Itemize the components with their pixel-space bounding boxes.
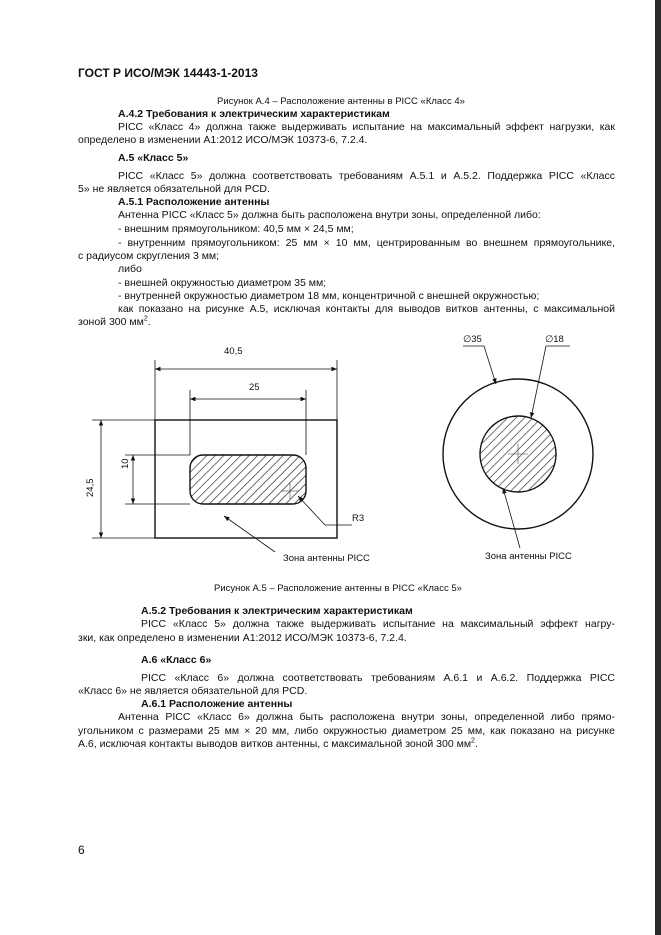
outer-diameter-leader xyxy=(484,346,496,384)
section-a61-line3-end: . xyxy=(474,738,478,750)
section-a6-line1: PICC «Класс 6» должна соответствовать требованиям А.6.1 и А.6.2. Поддержка PICC xyxy=(141,672,615,684)
section-a51-line7: - внутренней окружностью диаметром 18 мм, концентричной с внешней окружностью; xyxy=(118,290,540,302)
section-a61-line3-text: А.6, исключая контакты выводов витков антенны, с максимальной зоной 300 мм xyxy=(78,738,472,750)
radius-label: R3 xyxy=(352,513,365,524)
section-a42-heading: А.4.2 Требования к электрическим характеристикам xyxy=(118,108,390,120)
section-a51-line1: Антенна PICC «Класс 5» должна быть расположена внутри зоны, определенной либо: xyxy=(118,209,541,221)
section-a51-line8: как показано на рисунке А.5, исключая контакты для выводов витков антенны, с максимальной xyxy=(118,303,615,315)
section-a61-line2: угольником с размерами 25 мм × 20 мм, либо окружностью диаметром 25 мм, как показано на рисунке xyxy=(78,725,615,737)
section-a51-line9-sup: 2 xyxy=(143,315,148,323)
page-number: 6 xyxy=(78,843,85,857)
radius-leader xyxy=(298,496,325,525)
section-a5-heading: А.5 «Класс 5» xyxy=(118,152,189,164)
section-a6-heading: А.6 «Класс 6» xyxy=(141,654,212,666)
section-a5-line2: 5» не является обязательной для PCD. xyxy=(78,183,270,195)
section-a52-heading: А.5.2 Требования к электрическим характеристикам xyxy=(141,605,413,617)
circle-zone-leader xyxy=(503,488,520,548)
figure-a5-diagram xyxy=(0,325,655,575)
rect-zone-label: Зона антенны PICC xyxy=(283,553,370,564)
dim-outer-width-label: 40,5 xyxy=(224,346,243,357)
section-a61-line3-sup: 2 xyxy=(471,737,475,745)
section-a6-line2: «Класс 6» не является обязательной для PCD. xyxy=(78,685,308,697)
circle-zone-label: Зона антенны PICC xyxy=(485,551,572,562)
section-a61-heading: А.6.1 Расположение антенны xyxy=(141,698,293,710)
section-a51-line3: - внутренним прямоугольником: 25 мм × 10 мм, центрированным во внешнем прямоугольнике, xyxy=(118,237,615,249)
section-a52-line2: зки, как определено в изменении А1:2012 ИСО/МЭК 10373-6, 7.2.4. xyxy=(78,632,407,644)
figure-a5-caption: Рисунок А.5 – Расположение антенны в PICC «Класс 5» xyxy=(214,583,462,594)
inner-diameter-label: ∅18 xyxy=(545,334,564,345)
section-a51-line9-end: . xyxy=(147,316,151,328)
section-a51-line4: с радиусом скругления 3 мм; xyxy=(78,250,220,262)
dim-inner-width-label: 25 xyxy=(249,382,260,393)
section-a5-line1: PICC «Класс 5» должна соответствовать требованиям А.5.1 и А.5.2. Поддержка PICC «Класс xyxy=(118,170,615,182)
rect-zone-leader xyxy=(224,516,275,552)
section-a61-line3 xyxy=(78,738,478,751)
section-a51-heading: А.5.1 Расположение антенны xyxy=(118,196,270,208)
figure-a4-caption: Рисунок А.4 – Расположение антенны в PICC «Класс 4» xyxy=(217,96,465,107)
section-a42-line1: PICC «Класс 4» должна также выдерживать испытание на максимальный эффект нагрузки, как xyxy=(118,121,615,133)
section-a42-line2: определено в изменении А1:2012 ИСО/МЭК 10373-6, 7.2.4. xyxy=(78,134,368,146)
section-a52-line1: PICC «Класс 5» должна также выдерживать испытание на максимальный эффект нагру- xyxy=(141,618,615,630)
document-code: ГОСТ Р ИСО/МЭК 14443-1-2013 xyxy=(78,66,258,80)
section-a51-line9-text: зоной 300 мм xyxy=(78,316,144,328)
section-a51-line6: - внешней окружностью диаметром 35 мм; xyxy=(118,277,327,289)
dim-outer-height-label: 24,5 xyxy=(85,478,96,497)
section-a51-line2: - внешним прямоугольником: 40,5 мм × 24,5 мм; xyxy=(118,223,354,235)
inner-diameter-leader xyxy=(531,346,546,418)
page-edge-shadow xyxy=(655,0,661,935)
inner-rounded-rectangle xyxy=(190,455,306,504)
section-a61-line1: Антенна PICC «Класс 6» должна быть расположена внутри зоны, определенной либо прямо- xyxy=(118,711,615,723)
section-a51-line5: либо xyxy=(118,263,142,275)
outer-diameter-label: ∅35 xyxy=(463,334,482,345)
dim-inner-height-label: 10 xyxy=(120,458,131,469)
